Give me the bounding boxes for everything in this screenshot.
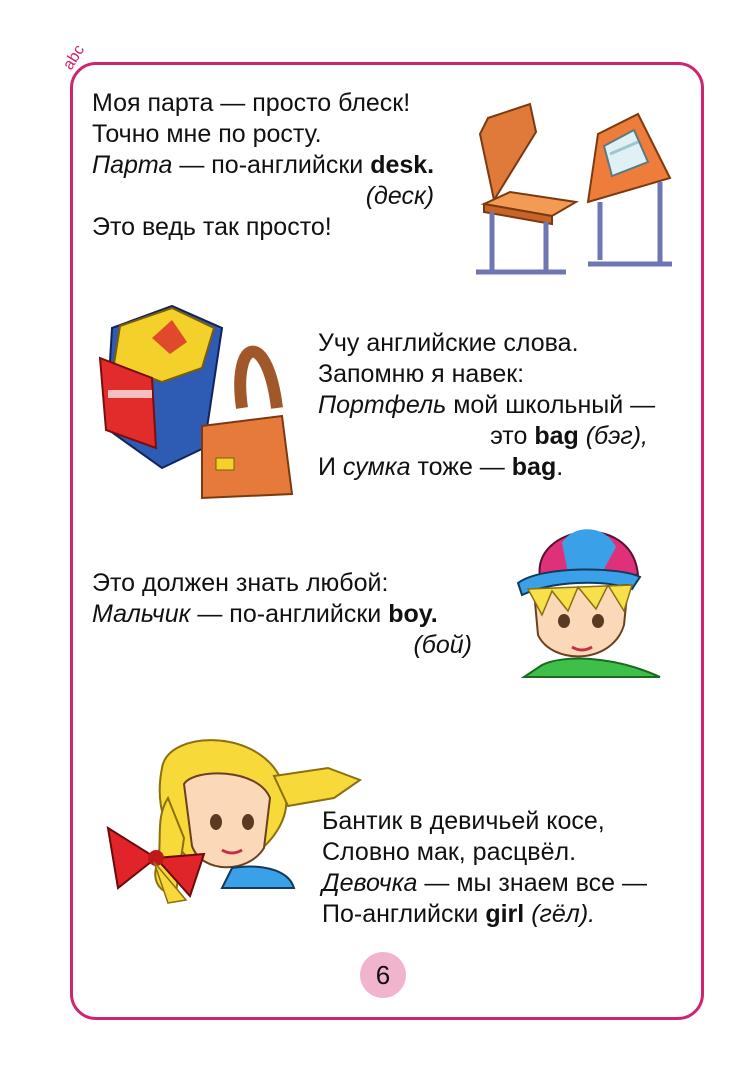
text: мой школьный — bbox=[446, 391, 656, 419]
boy-illustration bbox=[512, 515, 662, 680]
poem-line: Моя парта — просто блеск! bbox=[92, 89, 411, 117]
transcription-text: (гёл). bbox=[524, 900, 596, 928]
poem-line: Бантик в девичьей косе, bbox=[322, 807, 605, 835]
poem-line: Учу английские слова. bbox=[318, 329, 579, 357]
poem-boy bbox=[92, 568, 472, 661]
transcription-text: (бой) bbox=[413, 631, 472, 659]
text: По-английски bbox=[322, 900, 486, 928]
text: — мы знаем все — bbox=[417, 869, 647, 897]
transcription-text: (бэг), bbox=[578, 422, 648, 450]
poem-line bbox=[322, 899, 647, 930]
word-ru: Мальчик bbox=[92, 600, 191, 628]
text: это bbox=[490, 422, 535, 450]
poem-line bbox=[318, 390, 656, 421]
poem-line: Словно мак, расцвёл. bbox=[322, 838, 577, 866]
poem-line: Запомню я навек: bbox=[318, 360, 525, 388]
page-number-badge: 6 bbox=[360, 952, 406, 998]
poem-line: Это должен знать любой: bbox=[92, 569, 389, 597]
word-en: boy. bbox=[388, 600, 438, 628]
poem-line: Точно мне по росту. bbox=[92, 120, 322, 148]
poem-line bbox=[92, 150, 434, 181]
word-en: girl bbox=[485, 900, 525, 928]
poem-bag bbox=[318, 328, 656, 483]
word-ru: Портфель bbox=[318, 391, 447, 419]
text: тоже — bbox=[410, 453, 512, 481]
text: — по-английски bbox=[190, 600, 389, 628]
backpack-and-bag-illustration bbox=[92, 298, 307, 503]
word-en: bag bbox=[511, 453, 557, 481]
poem-line: Это ведь так просто! bbox=[92, 213, 332, 241]
word-en: desk. bbox=[370, 151, 435, 179]
poem-line bbox=[318, 421, 648, 452]
poem-line bbox=[92, 599, 472, 630]
poem-desk bbox=[92, 88, 434, 243]
transcription bbox=[92, 181, 434, 212]
transcription bbox=[92, 630, 472, 661]
word-ru: Парта bbox=[92, 151, 173, 179]
poem-line bbox=[322, 868, 647, 899]
word-ru: сумка bbox=[342, 453, 411, 481]
text: — по-английски bbox=[172, 151, 371, 179]
corner-mark: abc bbox=[60, 42, 89, 74]
poem-line bbox=[318, 452, 648, 483]
word-ru: Девочка bbox=[322, 869, 418, 897]
transcription-text: (деск) bbox=[365, 182, 435, 210]
text: И bbox=[318, 453, 343, 481]
desk-illustration bbox=[470, 92, 675, 282]
poem-girl bbox=[322, 806, 647, 930]
word-en: bag bbox=[534, 422, 579, 450]
text: . bbox=[556, 453, 564, 481]
